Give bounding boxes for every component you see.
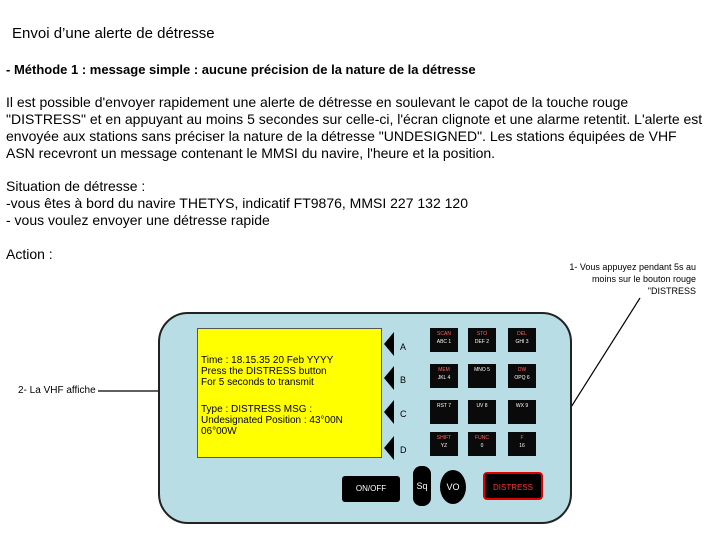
on-off-button[interactable]: ON/OFF (342, 476, 400, 502)
key-shift[interactable] (430, 432, 458, 456)
key-label: F (520, 435, 524, 441)
squelch-knob[interactable]: Sq (413, 466, 431, 506)
key-sub-label: 0 (480, 443, 484, 449)
screen-line: 06°00W (201, 426, 237, 437)
key-sub-label: MNO 5 (474, 367, 490, 373)
screen-text-bottom (201, 404, 343, 437)
key-sub-label: WX 9 (515, 403, 529, 409)
volume-knob[interactable]: VO (440, 470, 466, 504)
note-press-distress: 1- Vous appuyez pendant 5s au moins sur le bouton rouge "DISTRESS (569, 262, 696, 296)
intro-paragraph: Il est possible d'envoyer rapidement une alerte de détresse en soulevant le capot de la touche rouge "DISTRESS" et en appuyant au moins 5 secondes sur celle-ci, l'écran clignote et une alarme retentit. L'alerte est envoyée aux stations sans préciser la nature de la détresse "UNDESIGNED". Les stations équipées de VHF ASN recevront un message contenant le MMSI du navire, l'heure et la position. (6, 94, 703, 161)
distress-button[interactable]: DISTRESS (483, 472, 543, 500)
key-sub-label: RST 7 (436, 403, 452, 409)
key-sto-2[interactable] (468, 328, 496, 352)
key-label: SHIFT (436, 435, 452, 441)
key-mem-4[interactable] (430, 364, 458, 388)
key-sub-label: DEF 2 (474, 339, 490, 345)
screen-text-top (201, 355, 333, 388)
screen-line: Type : DISTRESS MSG : (201, 404, 313, 415)
screen-line: Time : 18.15.35 20 Feb YYYY (201, 355, 334, 366)
situation-line: - vous voulez envoyer une détresse rapide (6, 212, 270, 228)
key-label: SCAN (437, 331, 451, 337)
key-del-3[interactable] (508, 328, 536, 352)
softkey-d-button[interactable] (384, 436, 394, 460)
key-label: MEM (438, 367, 450, 373)
softkey-a-button[interactable] (384, 332, 394, 356)
situation-line: -vous êtes à bord du navire THETYS, indicatif FT9876, MMSI 227 132 120 (6, 195, 468, 211)
screen-line: Press the DISTRESS button (201, 366, 327, 377)
softkey-b-button[interactable] (384, 366, 394, 390)
key-7[interactable] (430, 400, 458, 424)
softkey-label: D (400, 445, 407, 455)
slide-title: Envoi d’une alerte de détresse (12, 25, 215, 42)
key-sub-label: JKL 4 (437, 375, 451, 381)
screen-line: Undesignated Position : 43°00N (201, 415, 343, 426)
key-dw-6[interactable] (508, 364, 536, 388)
key-8[interactable] (468, 400, 496, 424)
key-label: DW (517, 367, 527, 373)
softkey-label: A (400, 342, 407, 352)
slide-subtitle: - Méthode 1 : message simple : aucune précision de la nature de la détresse (6, 62, 476, 77)
key-label: STO (476, 331, 488, 337)
key-9[interactable] (508, 400, 536, 424)
softkey-label: B (400, 375, 407, 385)
key-func-0[interactable] (468, 432, 496, 456)
key-label: DEL (517, 331, 527, 337)
key-sub-label: ABC 1 (436, 339, 452, 345)
screen-line: For 5 seconds to transmit (201, 377, 314, 388)
key-5[interactable] (468, 364, 496, 388)
key-scan-1[interactable] (430, 328, 458, 352)
action-label: Action : (6, 246, 53, 262)
key-sub-label: OPQ 6 (514, 375, 530, 381)
key-sub-label: GHI 3 (515, 339, 529, 345)
note-vhf-display: 2- La VHF affiche (18, 385, 96, 396)
situation-line: Situation de détresse : (6, 178, 146, 194)
key-f-16[interactable] (508, 432, 536, 456)
key-label: FUNC (475, 435, 489, 441)
softkey-c-button[interactable] (384, 400, 394, 424)
key-sub-label: YZ (440, 443, 448, 449)
key-sub-label: 16 (519, 443, 525, 449)
key-sub-label: UV 8 (476, 403, 488, 409)
vhf-screen (197, 328, 382, 458)
softkey-label: C (400, 409, 407, 419)
